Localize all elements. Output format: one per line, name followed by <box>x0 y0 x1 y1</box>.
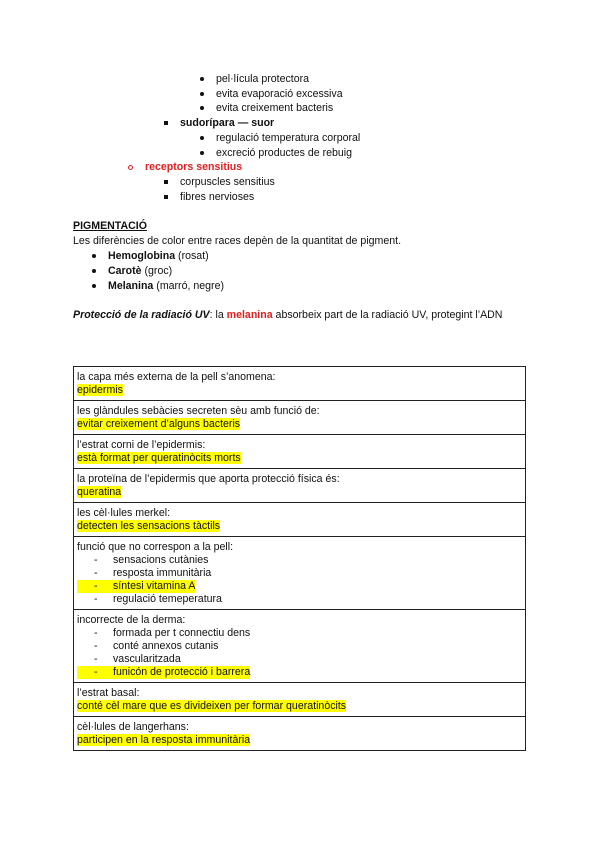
question: les cèl·lules merkel: <box>77 507 171 519</box>
bullet-dot-icon <box>92 269 96 273</box>
question: funció que no correspon a la pell: <box>77 541 234 553</box>
list-item: Hemoglobina (rosat) <box>92 250 209 262</box>
table-cell <box>74 401 526 435</box>
bullet-square-icon <box>164 121 168 125</box>
list-item: evita evaporació excessiva <box>200 88 343 100</box>
option: - resposta immunitària <box>94 567 212 579</box>
list-item: sudorípara — suor <box>164 117 274 129</box>
bullet-circle-icon <box>128 165 133 170</box>
section-heading-pigmentacio: PIGMENTACIÓ <box>73 220 147 232</box>
question: la proteïna de l’epidermis que aporta protecció física és: <box>77 473 340 485</box>
question: l’estrat basal: <box>77 687 140 699</box>
answer: evitar creixement d’alguns bacteris <box>77 418 241 430</box>
table-cell <box>74 503 526 537</box>
melanina-highlight: melanina <box>226 309 273 321</box>
answer: està format per queratinòcits morts <box>77 452 241 464</box>
list-item: excreció productes de rebuig <box>200 147 352 159</box>
question: l’estrat corni de l’epidermis: <box>77 439 206 451</box>
proteccio-label: Protecció de la radiació UV <box>73 309 210 321</box>
pigmentacio-intro: Les diferències de color entre races depèn de la quantitat de pigment. <box>73 235 402 247</box>
option: - regulació temeperatura <box>94 593 222 605</box>
option: - sensacions cutànies <box>94 554 209 566</box>
list-item: evita creixement bacteris <box>200 102 333 114</box>
question: la capa més externa de la pell s’anomena: <box>77 371 276 383</box>
list-item: fibres nervioses <box>164 191 254 203</box>
table-row <box>74 610 526 683</box>
list-item: receptors sensitius <box>128 161 242 173</box>
question: incorrecte de la derma: <box>77 614 186 626</box>
answer: epidermis <box>77 384 123 396</box>
table-row <box>74 469 526 503</box>
question: cèl·lules de langerhans: <box>77 721 189 733</box>
proteccio-paragraph: Protecció de la radiació UV: la melanina absorbeix part de la radiació UV, protegint l’ADN <box>73 309 503 321</box>
table-cell <box>74 610 526 683</box>
option: - formada per t connectiu dens <box>94 627 251 639</box>
list-item: regulació temperatura corporal <box>200 132 360 144</box>
option-correct: - síntesi vitamina A <box>77 580 522 593</box>
table-row <box>74 503 526 537</box>
table-cell <box>74 717 526 751</box>
list-item: corpuscles sensitius <box>164 176 275 188</box>
list-item: Carotè (groc) <box>92 265 172 277</box>
bullet-dot-icon <box>200 106 204 110</box>
table-row <box>74 435 526 469</box>
bullet-dot-icon <box>92 254 96 258</box>
list-item: pel·lícula protectora <box>200 73 309 85</box>
bullet-dot-icon <box>200 92 204 96</box>
table-cell <box>74 537 526 610</box>
bullet-square-icon <box>164 195 168 199</box>
quiz-table <box>73 366 526 751</box>
table-row <box>74 683 526 717</box>
bullet-dot-icon <box>200 77 204 81</box>
answer: conté cèl mare que es divideixen per formar queratinòcits <box>77 700 347 712</box>
table-cell <box>74 367 526 401</box>
answer: queratina <box>77 486 122 498</box>
bullet-square-icon <box>164 180 168 184</box>
bullet-dot-icon <box>92 284 96 288</box>
table-row <box>74 717 526 751</box>
table-row <box>74 401 526 435</box>
table-row <box>74 537 526 610</box>
option: - conté annexos cutanis <box>94 640 219 652</box>
bullet-dot-icon <box>200 136 204 140</box>
question: les glàndules sebàcies secreten sèu amb funció de: <box>77 405 320 417</box>
table-row <box>74 367 526 401</box>
table-cell <box>74 435 526 469</box>
option-correct: - funicón de protecció i barrera <box>77 666 522 679</box>
bullet-dot-icon <box>200 151 204 155</box>
answer: detecten les sensacions tàctils <box>77 520 221 532</box>
option: - vascularitzada <box>94 653 181 665</box>
table-cell <box>74 683 526 717</box>
table-cell <box>74 469 526 503</box>
answer: participen en la resposta immunitària <box>77 734 251 746</box>
list-item: Melanina (marró, negre) <box>92 280 224 292</box>
